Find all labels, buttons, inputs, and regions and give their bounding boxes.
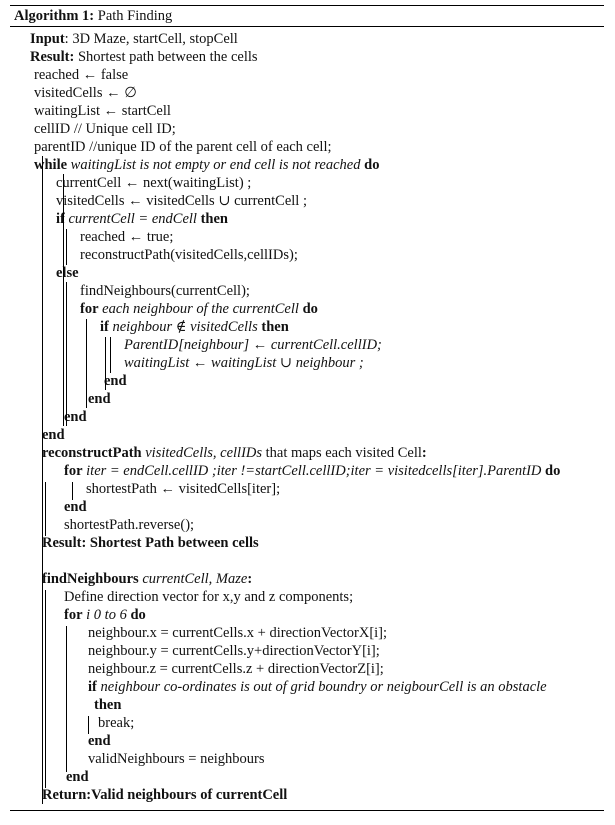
line-text: currentCell = endCell (64, 211, 201, 227)
algorithm-line (88, 732, 111, 750)
line-text: currentCell, Maze (138, 571, 248, 587)
keyword: : (421, 445, 427, 461)
line-text: visitedCells, cellIDs (141, 445, 263, 461)
keyword: if (56, 211, 65, 227)
line-text: visitedCells ← ∅ (34, 85, 137, 101)
for-neighbour-scope-bar (86, 319, 87, 408)
keyword: for (64, 463, 83, 479)
algorithm-line (34, 66, 128, 84)
line-text: shortestPath ← visitedCells[iter]; (86, 481, 281, 497)
algorithm-line (124, 336, 382, 354)
for-i-scope-bar (66, 626, 67, 772)
algorithm-line (42, 534, 259, 552)
keyword: while (34, 157, 68, 173)
keyword: for (80, 301, 99, 317)
algorithm-line (42, 426, 65, 444)
algorithm-line (94, 696, 121, 714)
algorithm-line (88, 750, 265, 768)
top-rule (10, 5, 604, 6)
keyword: do (130, 607, 146, 623)
then-scope-bar (66, 229, 67, 265)
algorithm-line (66, 768, 89, 786)
algorithm-line (56, 192, 307, 210)
algorithm-line (88, 642, 380, 660)
line-text: waitingList is not empty or end cell is not reached (67, 157, 365, 173)
line-text: Define direction vector for x,y and z components; (64, 589, 354, 605)
line-text: parentID //unique ID of the parent cell of each cell; (34, 139, 332, 155)
caption-title: Path Finding (97, 8, 173, 24)
while-scope-bar (63, 174, 64, 426)
line-text: : 3D Maze, startCell, stopCell (64, 31, 238, 47)
algorithm-line (80, 246, 298, 264)
algorithm-line (64, 606, 146, 624)
algorithm-line (30, 30, 238, 48)
algorithm-line (88, 390, 111, 408)
line-text: neighbour.x = currentCells.x + directionVectorX[i]; (88, 625, 388, 641)
keyword: then (261, 319, 289, 335)
keyword: end (66, 769, 89, 785)
algorithm-line (80, 228, 173, 246)
keyword: end (42, 427, 65, 443)
algorithm-line (30, 48, 258, 66)
algorithm-line (34, 84, 137, 102)
keyword: then (200, 211, 228, 227)
algorithm-line (64, 498, 87, 516)
keyword: end (88, 391, 111, 407)
keyword: end (64, 499, 87, 515)
keyword: Result: Shortest Path between cells (42, 535, 259, 551)
algorithm-line (34, 138, 332, 156)
line-text: shortestPath.reverse(); (64, 517, 195, 533)
keyword: if (100, 319, 109, 335)
algorithm-line (88, 660, 384, 678)
line-text: neighbour.y = currentCells.y+directionVectorY[i]; (88, 643, 380, 659)
algorithm-line (64, 408, 87, 426)
algorithm-line (64, 516, 194, 534)
line-text: visitedCells ← visitedCells ∪ currentCell ; (56, 193, 307, 209)
line-text: i 0 to 6 (82, 607, 131, 623)
algorithm-line (80, 300, 318, 318)
line-text: that maps each visited Cell (262, 445, 422, 461)
algorithm-line (100, 318, 289, 336)
line-text: neighbour.z = currentCells.z + directionVectorZ[i]; (88, 661, 384, 677)
algorithm-line (88, 624, 387, 642)
line-text: Shortest path between the cells (74, 49, 258, 65)
caption-rule (10, 26, 604, 27)
algorithm-line (34, 120, 176, 138)
algorithm-line (80, 282, 250, 300)
keyword: then (94, 697, 122, 713)
keyword: do (545, 463, 561, 479)
line-text: findNeighbours(currentCell); (80, 283, 250, 299)
if-visited-scope-bar (105, 337, 106, 390)
line-text: waitingList ← startCell (34, 103, 171, 119)
keyword: reconstructPath (42, 445, 142, 461)
line-text: iter = endCell.cellID ;iter !=startCell.cellID;iter = visitedcells[iter].ParentID (82, 463, 546, 479)
line-text: reconstructPath(visitedCells,cellIDs); (80, 247, 298, 263)
find-neighbours-scope-bar (45, 590, 46, 788)
algorithm-line (64, 588, 353, 606)
bottom-rule (10, 810, 604, 811)
algorithm-line (56, 174, 251, 192)
keyword: end (88, 733, 111, 749)
keyword: end (104, 373, 127, 389)
keyword: do (364, 157, 380, 173)
line-text: waitingList ← waitingList ∪ neighbour ; (124, 355, 364, 371)
keyword: Result: (30, 49, 75, 65)
reconstruct-scope-bar (45, 482, 46, 536)
if-obstacle-scope-bar (88, 716, 89, 734)
keyword: end (64, 409, 87, 425)
algorithm-line (42, 786, 287, 804)
algorithm-line (42, 444, 427, 462)
algorithm-line (34, 102, 171, 120)
keyword: do (302, 301, 318, 317)
algorithm-line (56, 210, 228, 228)
for-iter-scope-bar (72, 482, 73, 500)
keyword: for (64, 607, 83, 623)
line-text: each neighbour of the currentCell (98, 301, 303, 317)
algorithm-line (56, 264, 79, 282)
algorithm-line (42, 570, 252, 588)
then-visited-scope-bar (110, 337, 111, 373)
keyword: Return:Valid neighbours of currentCell (42, 787, 288, 803)
algorithm-caption (14, 7, 172, 25)
main-scope-bar (42, 156, 43, 804)
algorithm-line (64, 462, 560, 480)
keyword: if (88, 679, 97, 695)
line-text: ParentID[neighbour] ← currentCell.cellID; (124, 337, 382, 353)
keyword: findNeighbours (42, 571, 139, 587)
else-scope-bar (66, 282, 67, 426)
algorithm-line (98, 714, 134, 732)
line-text: validNeighbours = neighbours (88, 751, 265, 767)
keyword: Input (30, 31, 65, 47)
line-text: reached ← true; (80, 229, 174, 245)
line-text: reached ← false (34, 67, 129, 83)
line-text: neighbour co-ordinates is out of grid boundry or neigbourCell is an obstacle (96, 679, 547, 695)
line-text: break; (98, 715, 135, 731)
line-text: currentCell ← next(waitingList) ; (56, 175, 252, 191)
algorithm-line (88, 678, 547, 696)
algorithm-line (34, 156, 379, 174)
keyword: : (247, 571, 253, 587)
line-text: neighbour ∉ visitedCells (108, 319, 262, 335)
algorithm-line (86, 480, 280, 498)
keyword: else (56, 265, 79, 281)
caption-label: Algorithm 1: (14, 8, 95, 24)
line-text: cellID // Unique cell ID; (34, 121, 176, 137)
algorithm-line (104, 372, 127, 390)
algorithm-line (124, 354, 364, 372)
